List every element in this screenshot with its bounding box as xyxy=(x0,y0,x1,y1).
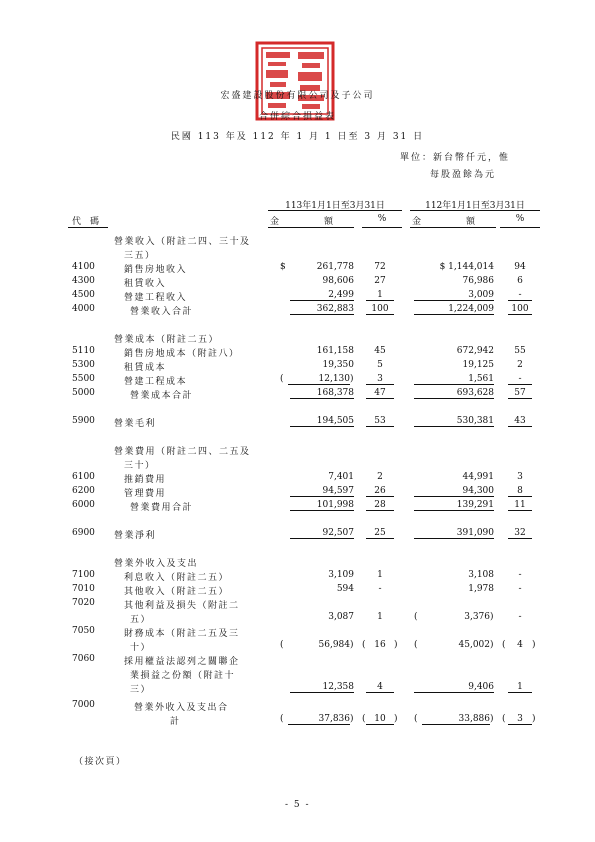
row-label: 營業費用合計 xyxy=(130,503,194,513)
header-rule xyxy=(268,227,354,228)
column-header-pct: % xyxy=(515,214,525,224)
amount-2024: 101,998 xyxy=(290,500,354,511)
amount-2024: 98,606 xyxy=(322,276,354,286)
pct-2024: 26 xyxy=(366,486,394,497)
pct-2023: 8 xyxy=(508,486,532,497)
header-rule xyxy=(268,210,402,211)
row-label: 其他收入（附註二五） xyxy=(124,587,230,597)
header-rule xyxy=(500,227,540,228)
row-code: 5300 xyxy=(72,360,95,370)
row-label: 營業外收入及支出合 xyxy=(134,703,229,713)
paren-open: ( xyxy=(414,640,418,650)
amount-2024: 3,087 xyxy=(328,612,354,622)
paren-close: ) xyxy=(350,714,354,724)
row-code: 7100 xyxy=(72,570,95,580)
row-code: 5000 xyxy=(72,388,95,398)
amount-2024: 168,378 xyxy=(290,388,354,399)
paren-open: ( xyxy=(502,714,506,724)
row-label: 三十） xyxy=(124,461,156,471)
row-code: 6100 xyxy=(72,472,95,482)
row-code: 7060 xyxy=(72,654,95,664)
paren-close: ) xyxy=(532,714,536,724)
statement-period: 民國 113 年及 112 年 1 月 1 日至 3 月 31 日 xyxy=(170,132,425,142)
amount-2023: 1,561 xyxy=(414,374,494,385)
amount-2024: 19,350 xyxy=(322,360,354,370)
amount-2024: 594 xyxy=(336,584,354,594)
pct-2023: 57 xyxy=(508,388,532,399)
paren-close: ) xyxy=(350,640,354,650)
row-code: 6900 xyxy=(72,528,95,538)
row-label: 租賃收入 xyxy=(124,279,167,289)
unit-note-line1: 單位：新台幣仟元，惟 xyxy=(400,153,511,163)
row-label: 三五） xyxy=(124,251,156,261)
row-label: 營業毛利 xyxy=(114,419,157,429)
amount-2023: 672,942 xyxy=(456,346,494,356)
paren-close: ) xyxy=(490,714,494,724)
paren-open: ( xyxy=(280,374,284,384)
page-number: - 5 - xyxy=(284,800,311,810)
row-code: 6200 xyxy=(72,486,95,496)
amount-2023: 44,991 xyxy=(462,472,494,482)
amount-2023: 139,291 xyxy=(414,500,494,511)
pct-2023: 4 xyxy=(517,640,523,650)
pct-2023: 3 xyxy=(517,472,523,482)
amount-2024: 3,109 xyxy=(328,570,354,580)
paren-close: ) xyxy=(394,714,398,724)
amount-2023: 94,300 xyxy=(414,486,494,497)
amount-2024: 161,158 xyxy=(316,346,354,356)
pct-2024: 2 xyxy=(377,472,383,482)
row-label: 財務成本（附註二五及三 xyxy=(124,629,240,639)
amount-2023: 391,090 xyxy=(414,528,494,539)
column-header-code: 代 碼 xyxy=(72,217,100,227)
row-code: 5110 xyxy=(72,346,95,356)
pct-2024: 4 xyxy=(366,682,394,693)
amount-2024: 2,499 xyxy=(290,290,354,301)
row-code: 7050 xyxy=(72,626,95,636)
continued-note: （接次頁） xyxy=(74,757,127,767)
paren-open: ( xyxy=(362,714,366,724)
pct-2024: 1 xyxy=(377,612,383,622)
row-label: 營業成本（附註二五） xyxy=(114,335,220,345)
row-label: 推銷費用 xyxy=(124,475,167,485)
pct-2023: 3 xyxy=(508,714,532,725)
paren-close: ) xyxy=(490,612,494,622)
pct-2024: 1 xyxy=(366,290,394,301)
amount-2024: 7,401 xyxy=(328,472,354,482)
row-label: 計 xyxy=(170,717,181,727)
header-rule xyxy=(68,227,108,228)
row-label: 五） xyxy=(130,615,152,625)
amount-2023: 9,406 xyxy=(414,682,494,693)
paren-close: ) xyxy=(350,374,354,384)
amount-2023: 1,224,009 xyxy=(414,304,494,315)
header-rule xyxy=(410,227,496,228)
pct-2023: 2 xyxy=(517,360,523,370)
column-header-period-2024: 113年1月1日至3月31日 xyxy=(285,201,385,211)
paren-close: ) xyxy=(394,640,398,650)
currency-symbol: $ xyxy=(280,262,286,272)
pct-2023: 43 xyxy=(508,416,532,427)
row-label: 營業淨利 xyxy=(114,531,157,541)
paren-close: ) xyxy=(490,640,494,650)
amount-2024: 362,883 xyxy=(290,304,354,315)
amount-2023: 76,986 xyxy=(462,276,494,286)
amount-2023: 3,009 xyxy=(414,290,494,301)
row-code: 6000 xyxy=(72,500,95,510)
pct-2024: 28 xyxy=(366,500,394,511)
pct-2023: - xyxy=(518,612,522,622)
pct-2024: 72 xyxy=(374,262,386,272)
row-label: 租賃成本 xyxy=(124,363,167,373)
pct-2023: 32 xyxy=(508,528,532,539)
pct-2024: 1 xyxy=(377,570,383,580)
column-header-amount: 金 額 xyxy=(412,217,476,227)
pct-2024: 100 xyxy=(366,304,394,315)
company-name: 宏盛建設股份有限公司及子公司 xyxy=(220,91,375,101)
column-header-amount: 金 額 xyxy=(270,217,334,227)
amount-2024: 56,984 xyxy=(318,640,350,650)
pct-2023: - xyxy=(508,374,532,385)
pct-2024: 3 xyxy=(366,374,394,385)
amount-2023: 1,978 xyxy=(468,584,494,594)
pct-2023: 1 xyxy=(508,682,532,693)
amount-2024: 37,836 xyxy=(288,714,350,725)
column-header-period-2023: 112年1月1日至3月31日 xyxy=(425,201,525,211)
row-label: 營業外收入及支出 xyxy=(114,559,199,569)
pct-2023: - xyxy=(518,570,522,580)
pct-2024: 47 xyxy=(366,388,394,399)
amount-2023: 3,108 xyxy=(468,570,494,580)
row-label: 營業成本合計 xyxy=(130,391,194,401)
paren-open: ( xyxy=(280,714,284,724)
amount-2023: 3,376 xyxy=(464,612,490,622)
row-label: 銷售房地收入 xyxy=(124,265,188,275)
row-code: 7010 xyxy=(72,584,95,594)
amount-2024: 94,597 xyxy=(290,486,354,497)
pct-2024: 5 xyxy=(377,360,383,370)
statement-title: 合併綜合損益表 xyxy=(258,112,336,122)
amount-2023: 45,002 xyxy=(458,640,490,650)
amount-2023: 19,125 xyxy=(462,360,494,370)
pct-2024: - xyxy=(378,584,382,594)
pct-2023: - xyxy=(508,290,532,301)
unit-note-line2: 每股盈餘為元 xyxy=(430,170,497,180)
amount-2023: $ 1,144,014 xyxy=(439,262,494,272)
row-code: 4500 xyxy=(72,290,95,300)
pct-2023: 100 xyxy=(508,304,532,315)
pct-2024: 10 xyxy=(366,714,394,725)
row-label: 業損益之份額（附註十 xyxy=(130,671,236,681)
header-rule xyxy=(362,227,402,228)
row-code: 7000 xyxy=(72,700,95,710)
row-label: 三） xyxy=(130,685,152,695)
row-label: 銷售房地成本（附註八） xyxy=(124,349,240,359)
pct-2023: 6 xyxy=(517,276,523,286)
amount-2023: 33,886 xyxy=(422,714,490,725)
pct-2023: 11 xyxy=(508,500,532,511)
pct-2024: 27 xyxy=(374,276,386,286)
amount-2023: 693,628 xyxy=(414,388,494,399)
row-label: 營業費用（附註二四、二五及 xyxy=(114,447,251,457)
row-label: 營業收入合計 xyxy=(130,307,194,317)
row-label: 管理費用 xyxy=(124,489,167,499)
row-code: 4000 xyxy=(72,304,95,314)
amount-2024: 12,358 xyxy=(290,682,354,693)
paren-open: ( xyxy=(414,612,418,622)
paren-open: ( xyxy=(362,640,366,650)
row-code: 5900 xyxy=(72,416,95,426)
row-code: 5500 xyxy=(72,374,95,384)
pct-2024: 45 xyxy=(374,346,386,356)
row-label: 十） xyxy=(130,643,152,653)
pct-2023: 55 xyxy=(514,346,526,356)
paren-close: ) xyxy=(532,640,536,650)
amount-2023: 530,381 xyxy=(414,416,494,427)
amount-2024: 12,130 xyxy=(288,374,350,385)
paren-open: ( xyxy=(414,714,418,724)
row-code: 7020 xyxy=(72,598,95,608)
pct-2023: 94 xyxy=(514,262,526,272)
row-label: 利息收入（附註二五） xyxy=(124,573,230,583)
amount-2024: 92,507 xyxy=(290,528,354,539)
row-label: 營建工程收入 xyxy=(124,293,188,303)
column-header-pct: % xyxy=(377,214,387,224)
row-label: 營業收入（附註二四、三十及 xyxy=(114,237,251,247)
paren-open: ( xyxy=(502,640,506,650)
row-label: 其他利益及損失（附註二 xyxy=(124,601,240,611)
paren-open: ( xyxy=(280,640,284,650)
row-label: 採用權益法認列之關聯企 xyxy=(124,657,240,667)
pct-2024: 16 xyxy=(374,640,386,650)
amount-2024: 261,778 xyxy=(316,262,354,272)
row-code: 4100 xyxy=(72,262,95,272)
row-label: 營建工程成本 xyxy=(124,377,188,387)
pct-2024: 25 xyxy=(366,528,394,539)
pct-2023: - xyxy=(518,584,522,594)
header-rule xyxy=(410,210,540,211)
pct-2024: 53 xyxy=(366,416,394,427)
amount-2024: 194,505 xyxy=(290,416,354,427)
row-code: 4300 xyxy=(72,276,95,286)
